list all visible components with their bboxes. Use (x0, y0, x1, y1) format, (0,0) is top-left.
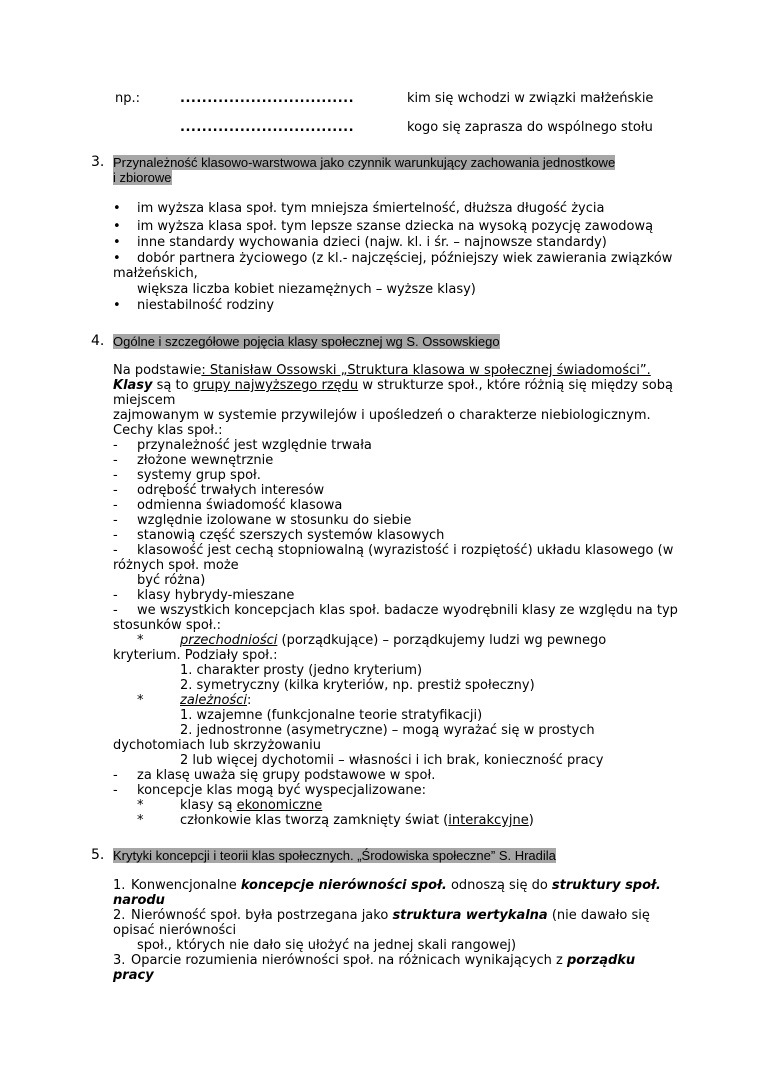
sub-item-cont: 2. jednostronne (asymetryczne) – mogą wyrażać się w prostych (180, 723, 595, 738)
list-item: odmienna świadomość klasowa (137, 498, 343, 513)
paragraph-line: miejscem (113, 393, 176, 408)
list-item: im wyższa klasa społ. tym mniejsza śmiertelność, dłuższa długość życia (137, 201, 605, 216)
section-heading: Krytyki koncepcji i teorii klas społecznych. „Środowiska społeczne” S. Hradila (113, 848, 556, 863)
sub-item-cont: kryterium. Podziały społ.: (113, 648, 278, 663)
list-item: niestabilność rodziny (137, 298, 275, 313)
sub-item: klasy są ekonomiczne (180, 798, 323, 813)
dash-marker: - (113, 528, 118, 543)
bullet-icon: • (113, 201, 121, 216)
star-marker: * (137, 813, 144, 828)
list-item-cont: być różna) (137, 573, 206, 588)
sub-item-cont: 2 lub więcej dychotomii – własności i ich brak, konieczność pracy (180, 753, 604, 768)
numbered-marker: 1. (113, 878, 126, 893)
dash-marker: - (113, 453, 118, 468)
sub-item-cont: dychotomiach lub skrzyżowaniu (113, 738, 321, 753)
bullet-icon: • (113, 219, 121, 234)
list-item: przynależność jest względnie trwała (137, 438, 372, 453)
bullet-icon: • (113, 235, 121, 250)
np-row-text: kogo się zaprasza do wspólnego stołu (407, 120, 653, 135)
list-item: za klasę uważa się grupy podstawowe w społ. (137, 768, 436, 783)
numbered-item-cont: pracy (113, 968, 154, 983)
dash-marker: - (113, 603, 118, 618)
list-item: inne standardy wychowania dzieci (najw. kl. i śr. – najnowsze standardy) (137, 235, 607, 250)
np-row-text: kim się wchodzi w związki małżeńskie (407, 91, 654, 106)
sub-item: przechodniości (porządkujące) – porządkujemy ludzi wg pewnego (180, 633, 607, 648)
dash-marker: - (113, 588, 118, 603)
numbered-item-cont: narodu (113, 893, 165, 908)
list-item: im wyższa klasa społ. tym lepsze szanse dziecka na wysoką pozycję zawodową (137, 219, 654, 234)
sub-item: zależności: (180, 693, 252, 708)
list-item-cont: małżeńskich, (113, 266, 198, 281)
dash-marker: - (113, 513, 118, 528)
list-item: we wszystkich koncepcjach klas społ. badacze wyodrębnili klasy ze względu na typ (137, 603, 678, 618)
numbered-marker: 3. (113, 953, 126, 968)
section-number: 3. (91, 154, 105, 170)
list-item: klasy hybrydy-mieszane (137, 588, 295, 603)
sub-item-cont: 1. wzajemne (funkcjonalne teorie stratyfikacji) (180, 708, 483, 723)
sub-item-cont: 1. charakter prosty (jedno kryterium) (180, 663, 423, 678)
dash-marker: - (113, 438, 118, 453)
dash-marker: - (113, 783, 118, 798)
list-item-cont: stosunków społ.: (113, 618, 222, 633)
dash-marker: - (113, 468, 118, 483)
list-item: stanowią część szerszych systemów klasowych (137, 528, 445, 543)
blank-dots: ................................ (180, 91, 355, 106)
bullet-icon: • (113, 251, 121, 266)
numbered-item-cont: społ., których nie dało się ułożyć na jednej skali rangowej) (137, 938, 517, 953)
dash-marker: - (113, 498, 118, 513)
sub-item-cont: 2. symetryczny (kilka kryteriów, np. prestiż społeczny) (180, 678, 535, 693)
blank-dots: ................................ (180, 120, 355, 135)
section-heading: Ogólne i szczegółowe pojęcia klasy społecznej wg S. Ossowskiego (113, 334, 500, 349)
list-item: odrębość trwałych interesów (137, 483, 325, 498)
numbered-item: Oparcie rozumienia nierówności społ. na różnicach wynikających z porządku (131, 953, 636, 968)
dash-marker: - (113, 768, 118, 783)
list-item-cont: różnych społ. może (113, 558, 239, 573)
bullet-icon: • (113, 298, 121, 313)
list-item: systemy grup społ. (137, 468, 261, 483)
section-number: 5. (91, 847, 105, 863)
list-item: złożone wewnętrznie (137, 453, 274, 468)
sub-item: członkowie klas tworzą zamknięty świat (interakcyjne) (180, 813, 534, 828)
star-marker: * (137, 633, 144, 648)
star-marker: * (137, 798, 144, 813)
list-item: klasowość jest cechą stopniowalną (wyrazistość i rozpiętość) układu klasowego (w (137, 543, 674, 558)
paragraph-line: Cechy klas społ.: (113, 423, 223, 438)
numbered-item-cont: opisać nierówności (113, 923, 237, 938)
paragraph-line: zajmowanym w systemie przywilejów i upośledzeń o charakterze niebiologicznym. (113, 408, 651, 423)
dash-marker: - (113, 483, 118, 498)
section-number: 4. (91, 333, 105, 349)
section-heading: Przynależność klasowo-warstwowa jako czynnik warunkujący zachowania jednostkowe (113, 155, 616, 170)
dash-marker: - (113, 543, 118, 558)
paragraph-line: Klasy są to grupy najwyższego rzędu w strukturze społ., które różnią się między sobą (113, 378, 673, 393)
star-marker: * (137, 693, 144, 708)
numbered-item: Konwencjonalne koncepcje nierówności społ. odnoszą się do struktury społ. (131, 878, 661, 893)
section-heading-cont: i zbiorowe (113, 170, 172, 185)
paragraph-line: Na podstawie: Stanisław Ossowski „Struktura klasowa w społecznej świadomości”. (113, 363, 651, 378)
list-item-cont: większa liczba kobiet niezamężnych – wyższe klasy) (137, 282, 476, 297)
numbered-marker: 2. (113, 908, 126, 923)
np-label: np.: (115, 91, 141, 106)
list-item: względnie izolowane w stosunku do siebie (137, 513, 412, 528)
numbered-item: Nierówność społ. była postrzegana jako struktura wertykalna (nie dawało się (131, 908, 650, 923)
list-item: dobór partnera życiowego (z kl.- najczęściej, późniejszy wiek zawierania związków (137, 251, 673, 266)
list-item: koncepcje klas mogą być wyspecjalizowane: (137, 783, 427, 798)
